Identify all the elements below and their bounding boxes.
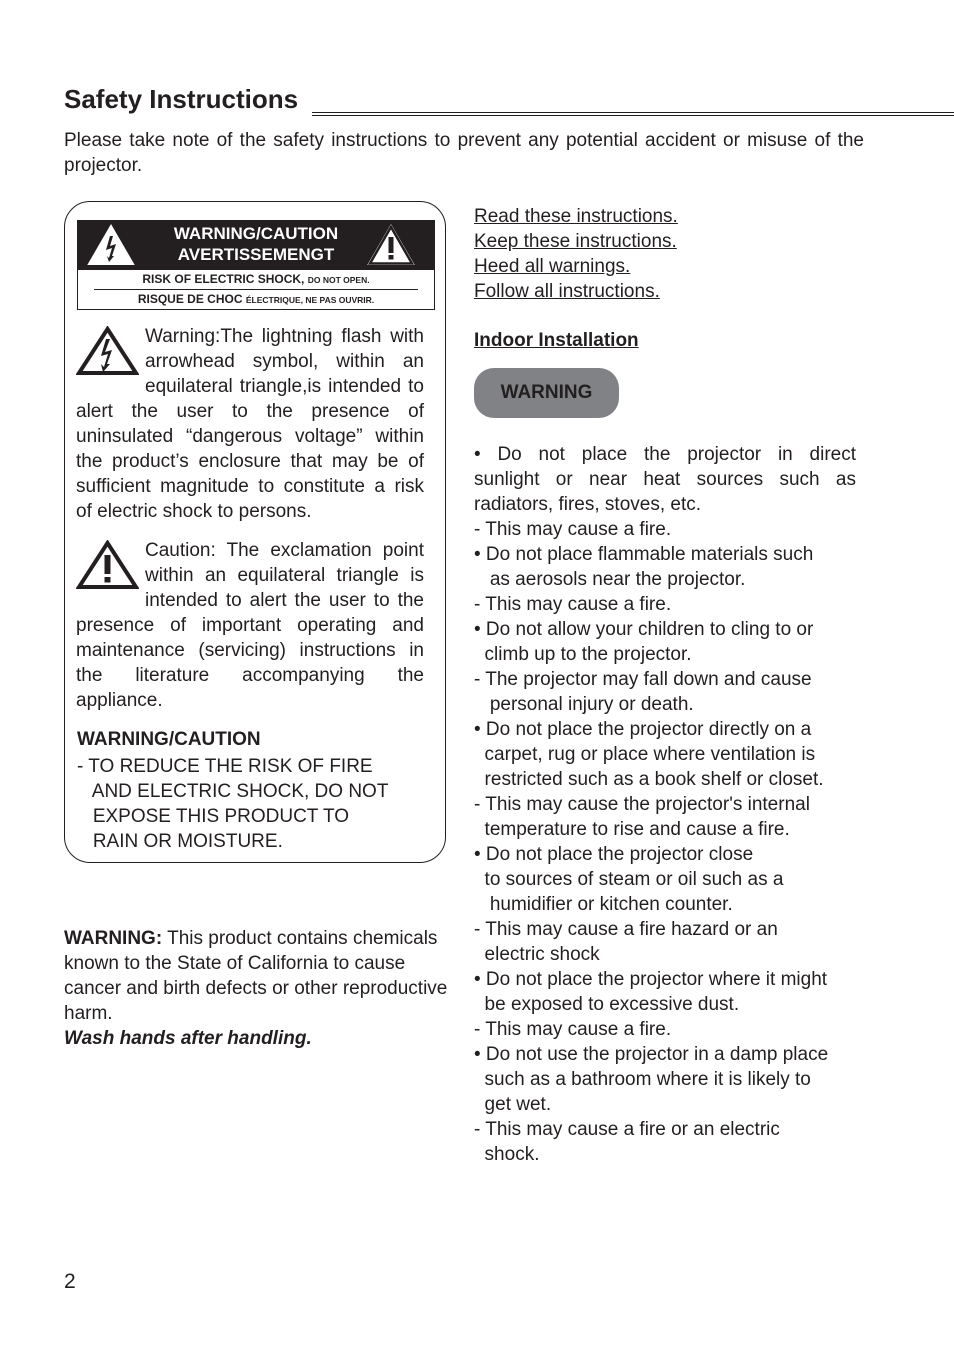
prop65-wash-hands: Wash hands after handling. [64, 1028, 312, 1049]
title-rule [312, 112, 954, 116]
warning-list-line: personal injury or death. [474, 694, 694, 715]
warning-list-line: as aerosols near the projector. [474, 569, 746, 590]
warning-list-line: • Do not place flammable materials such [474, 544, 814, 565]
lightning-symbol-icon [76, 326, 139, 376]
indoor-installation-heading: Indoor Installation [474, 330, 639, 351]
warning-list-line: temperature to rise and cause a fire. [474, 819, 790, 840]
exclamation-triangle-icon [366, 223, 416, 267]
label-line-en-main: RISK OF ELECTRIC SHOCK, [142, 272, 305, 286]
keep-instructions-link[interactable]: Keep these instructions. [474, 231, 677, 252]
warning-badge: WARNING [474, 368, 619, 418]
label-line-fr-main: RISQUE DE CHOC [137, 292, 243, 306]
box-warning-line: - TO REDUCE THE RISK OF FIRE [77, 756, 373, 777]
warning-list-line: climb up to the projector. [474, 644, 692, 665]
warning-list-line: • Do not place the projector close [474, 844, 754, 865]
warning-label-heading [138, 223, 374, 265]
warning-label-header [78, 221, 434, 270]
heed-warnings-link[interactable]: Heed all warnings. [474, 256, 631, 277]
lightning-triangle-icon [86, 223, 136, 267]
warning-list-line: - This may cause a fire. [474, 1019, 672, 1040]
label-heading-en: WARNING/CAUTION [173, 224, 339, 243]
warning-list-line: • Do not place the projector in direct [474, 444, 856, 465]
lightning-explanation-text: Warning:The lightning flash with arrowhead symbol, within an equilateral triangle,is intended to alert the user to the presence of uninsulated “dangerous voltage” within the product’s enclosure that may be of sufficient magnitude to constitute a risk of electric shock to persons. [76, 326, 424, 522]
warning-list-line: • Do not use the projector in a damp place [474, 1044, 829, 1065]
warning-list-line: to sources of steam or oil such as a [474, 869, 784, 890]
warning-list-line: electric shock [474, 944, 600, 965]
label-line-en [78, 270, 434, 289]
warning-list-line: • Do not allow your children to cling to or [474, 619, 814, 640]
box-warning-line: EXPOSE THIS PRODUCT TO [77, 806, 350, 827]
warning-list-line: humidifier or kitchen counter. [474, 894, 733, 915]
box-warning-line: RAIN OR MOISTURE. [77, 831, 283, 852]
label-line-en-small: DO NOT OPEN. [307, 275, 370, 285]
warning-list-line: - The projector may fall down and cause [474, 669, 812, 690]
warning-list-line: sunlight or near heat sources such as [474, 469, 856, 490]
warning-list-line: • Do not place the projector where it might [474, 969, 828, 990]
warning-list-line: shock. [474, 1144, 540, 1165]
warning-list-line: radiators, fires, stoves, etc. [474, 494, 702, 515]
warning-list-line: be exposed to excessive dust. [474, 994, 740, 1015]
box-warning-title: WARNING/CAUTION [77, 729, 261, 750]
warning-list-line: get wet. [474, 1094, 552, 1115]
prop65-text: This product contains chemicals known to the State of California to cause cancer and birth defects or other reproductive harm. [64, 928, 448, 1024]
warning-caution-box [64, 201, 446, 863]
box-warning-line: AND ELECTRIC SHOCK, DO NOT [77, 781, 389, 802]
caution-explanation-text: Caution: The exclamation point within an equilateral triangle is intended to alert the user to the presence of important operating and maintenance (servicing) instructions in the literature accompanying the appliance. [76, 540, 424, 711]
warning-list-line: - This may cause the projector's internal [474, 794, 810, 815]
label-line-fr [78, 290, 434, 309]
warning-list-line: - This may cause a fire. [474, 519, 672, 540]
page-number: 2 [64, 1270, 76, 1293]
label-heading-fr: AVERTISSEMENGT [177, 245, 335, 264]
follow-instructions-link[interactable]: Follow all instructions. [474, 281, 660, 302]
warning-list-line: • Do not place the projector directly on a [474, 719, 812, 740]
read-instructions-link[interactable]: Read these instructions. [474, 206, 678, 227]
warning-label [77, 220, 435, 310]
page-title: Safety Instructions [64, 84, 299, 114]
warning-list-line: restricted such as a book shelf or closet. [474, 769, 824, 790]
warning-list-line: - This may cause a fire hazard or an [474, 919, 778, 940]
warning-list-line: carpet, rug or place where ventilation is [474, 744, 816, 765]
prop65-label: WARNING: [64, 928, 163, 949]
lightning-explanation [76, 324, 424, 524]
warning-list-line: such as a bathroom where it is likely to [474, 1069, 811, 1090]
warning-list-line: - This may cause a fire. [474, 594, 672, 615]
label-line-fr-small: ÉLECTRIQUE, NE PAS OUVRIR. [245, 295, 375, 305]
exclamation-symbol-icon [76, 540, 139, 590]
intro-text: Please take note of the safety instructions to prevent any potential accident or misuse of the projector. [64, 130, 864, 176]
warning-list-line: - This may cause a fire or an electric [474, 1119, 780, 1140]
prop65-warning [64, 926, 454, 1051]
caution-explanation [76, 538, 424, 713]
